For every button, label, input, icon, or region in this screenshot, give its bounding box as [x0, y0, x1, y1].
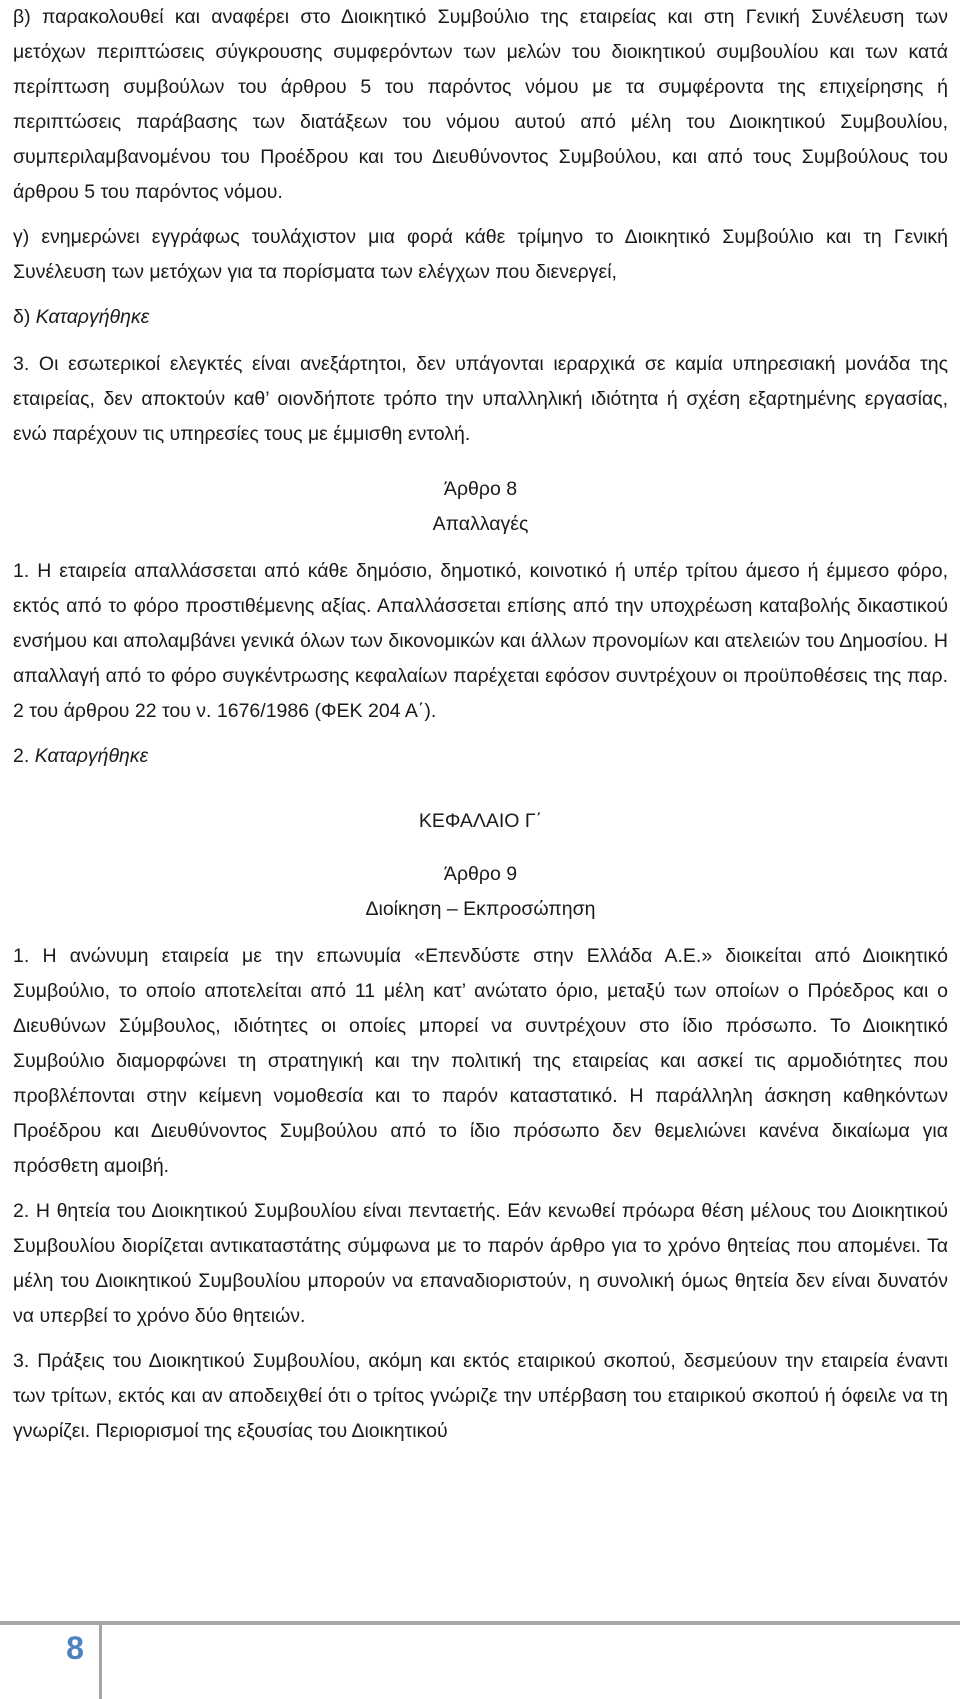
paragraph-d-repealed: Καταργήθηκε — [35, 306, 150, 328]
paragraph-b: β) παρακολουθεί και αναφέρει στο Διοικητικό Συμβούλιο της εταιρείας και στη Γενική Συνέλευση των μετόχων περιπτώσεις σύγκρουσης συμφερόντων των μελών του διοικητικού συμβουλίου και των κατά περίπτωση συμβούλων του άρθρου 5 του παρόντος νόμου με τα συμφέροντα της επιχείρησης ή περιπτώσεις παράβασης των διατάξεων του νόμου αυτού από μέλη του Διοικητικού Συμβουλίου, συμπεριλαμβανομένου του Προέδρου και του Διευθύνοντος Συμβούλου, και από τους Συμβούλους του άρθρου 5 του παρόντος νόμου. — [13, 6, 948, 203]
article-9-paragraph-3: 3. Πράξεις του Διοικητικού Συμβουλίου, ακόμη και εκτός εταιρικού σκοπού, δεσμεύουν την εταιρεία έναντι των τρίτων, εκτός και αν αποδειχθεί ότι ο τρίτος γνώριζε την υπέρβαση του εταιρικού σκοπού ή όφειλε να τη γνωρίζει. Περιορισμοί της εξουσίας του Διοικητικού — [13, 1350, 948, 1442]
article-9-subtitle: Διοίκηση – Εκπροσώπηση — [365, 898, 596, 920]
document-body — [13, 0, 948, 1459]
article-8-heading — [13, 462, 948, 542]
paragraph-d — [13, 300, 948, 335]
article-9-title: Άρθρο 9 — [443, 863, 518, 885]
footer-divider — [99, 1621, 102, 1699]
paragraph-3: 3. Οι εσωτερικοί ελεγκτές είναι ανεξάρτητοι, δεν υπάγονται ιεραρχικά σε καμία υπηρεσιακή μονάδα της εταιρείας, δεν αποκτούν καθ’ οιονδήποτε τρόπο την υπαλληλική ιδιότητα ή σχέση εξαρτημένης εργασίας, ενώ παρέχουν τις υπηρεσίες τους με έμμισθη εντολή. — [13, 353, 948, 445]
article-9-paragraph-2: 2. Η θητεία του Διοικητικού Συμβουλίου είναι πενταετής. Εάν κενωθεί πρόωρα θέση μέλους του Διοικητικού Συμβουλίου διορίζεται αντικαταστάτης σύμφωνα με το παρόν άρθρο για το χρόνο θητείας που απομένει. Τα μέλη του Διοικητικού Συμβουλίου μπορούν να επαναδιοριστούν, η συνολική όμως θητεία δεν είναι δυνατόν να υπερβεί το χρόνο δύο θητειών. — [13, 1200, 948, 1327]
article-8-paragraph-2 — [13, 739, 948, 774]
article-8-paragraph-2-repealed: Καταργήθηκε — [34, 745, 149, 767]
paragraph-c: γ) ενημερώνει εγγράφως τουλάχιστον μια φορά κάθε τρίμηνο το Διοικητικό Συμβούλιο και τη Γενική Συνέλευση των μετόχων για τα πορίσματα των ελέγχων που διενεργεί, — [13, 226, 948, 283]
article-8-subtitle: Απαλλαγές — [432, 513, 529, 535]
article-9-heading — [13, 839, 948, 927]
article-9-paragraph-1: 1. Η ανώνυμη εταιρεία με την επωνυμία «Επενδύστε στην Ελλάδα Α.Ε.» διοικείται από Διοικητικό Συμβούλιο, το οποίο αποτελείται από 11 μέλη κατ’ ανώτατο όριο, μεταξύ των οποίων ο Πρόεδρος και ο Διευθύνων Σύμβουλος, ιδιότητες οι οποίες μπορεί να συντρέχουν στο ίδιο πρόσωπο. Το Διοικητικό Συμβούλιο διαμορφώνει τη στρατηγική και την πολιτική της εταιρείας και ασκεί τις αρμοδιότητες που προβλέπονται στην κείμενη νομοθεσία και το παρόν καταστατικό. Η παράλληλη άσκηση καθηκόντων Προέδρου και Διευθύνοντος Συμβούλου από το ίδιο πρόσωπο δεν θεμελιώνει κανένα δικαίωμα για πρόσθετη αμοιβή. — [13, 945, 948, 1177]
footer-rule — [0, 1621, 960, 1625]
article-8-title: Άρθρο 8 — [443, 478, 518, 500]
article-8-paragraph-2-prefix: 2. — [13, 745, 30, 767]
article-8-paragraph-1: 1. Η εταιρεία απαλλάσσεται από κάθε δημόσιο, δημοτικό, κοινοτικό ή υπέρ τρίτου άμεσο ή έμμεσο φόρο, εκτός από το φόρο προστιθέμενης αξίας. Απαλλάσσεται επίσης από την υποχρέωση καταβολής δικαστικού ενσήμου και απολαμβάνει γενικά όλων των δικονομικών και άλλων προνομίων και ατελειών του Δημοσίου. Η απαλλαγή από το φόρο συγκέντρωσης κεφαλαίων παρέχεται εφόσον συντρέχουν οι προϋποθέσεις της παρ. 2 του άρθρου 22 του ν. 1676/1986 (ΦΕΚ 204 Α΄). — [13, 560, 948, 722]
paragraph-d-prefix: δ) — [13, 306, 31, 328]
page-number: 8 — [66, 1630, 84, 1666]
chapter-title: ΚΕΦΑΛΑΙΟ Γ΄ — [418, 810, 543, 832]
